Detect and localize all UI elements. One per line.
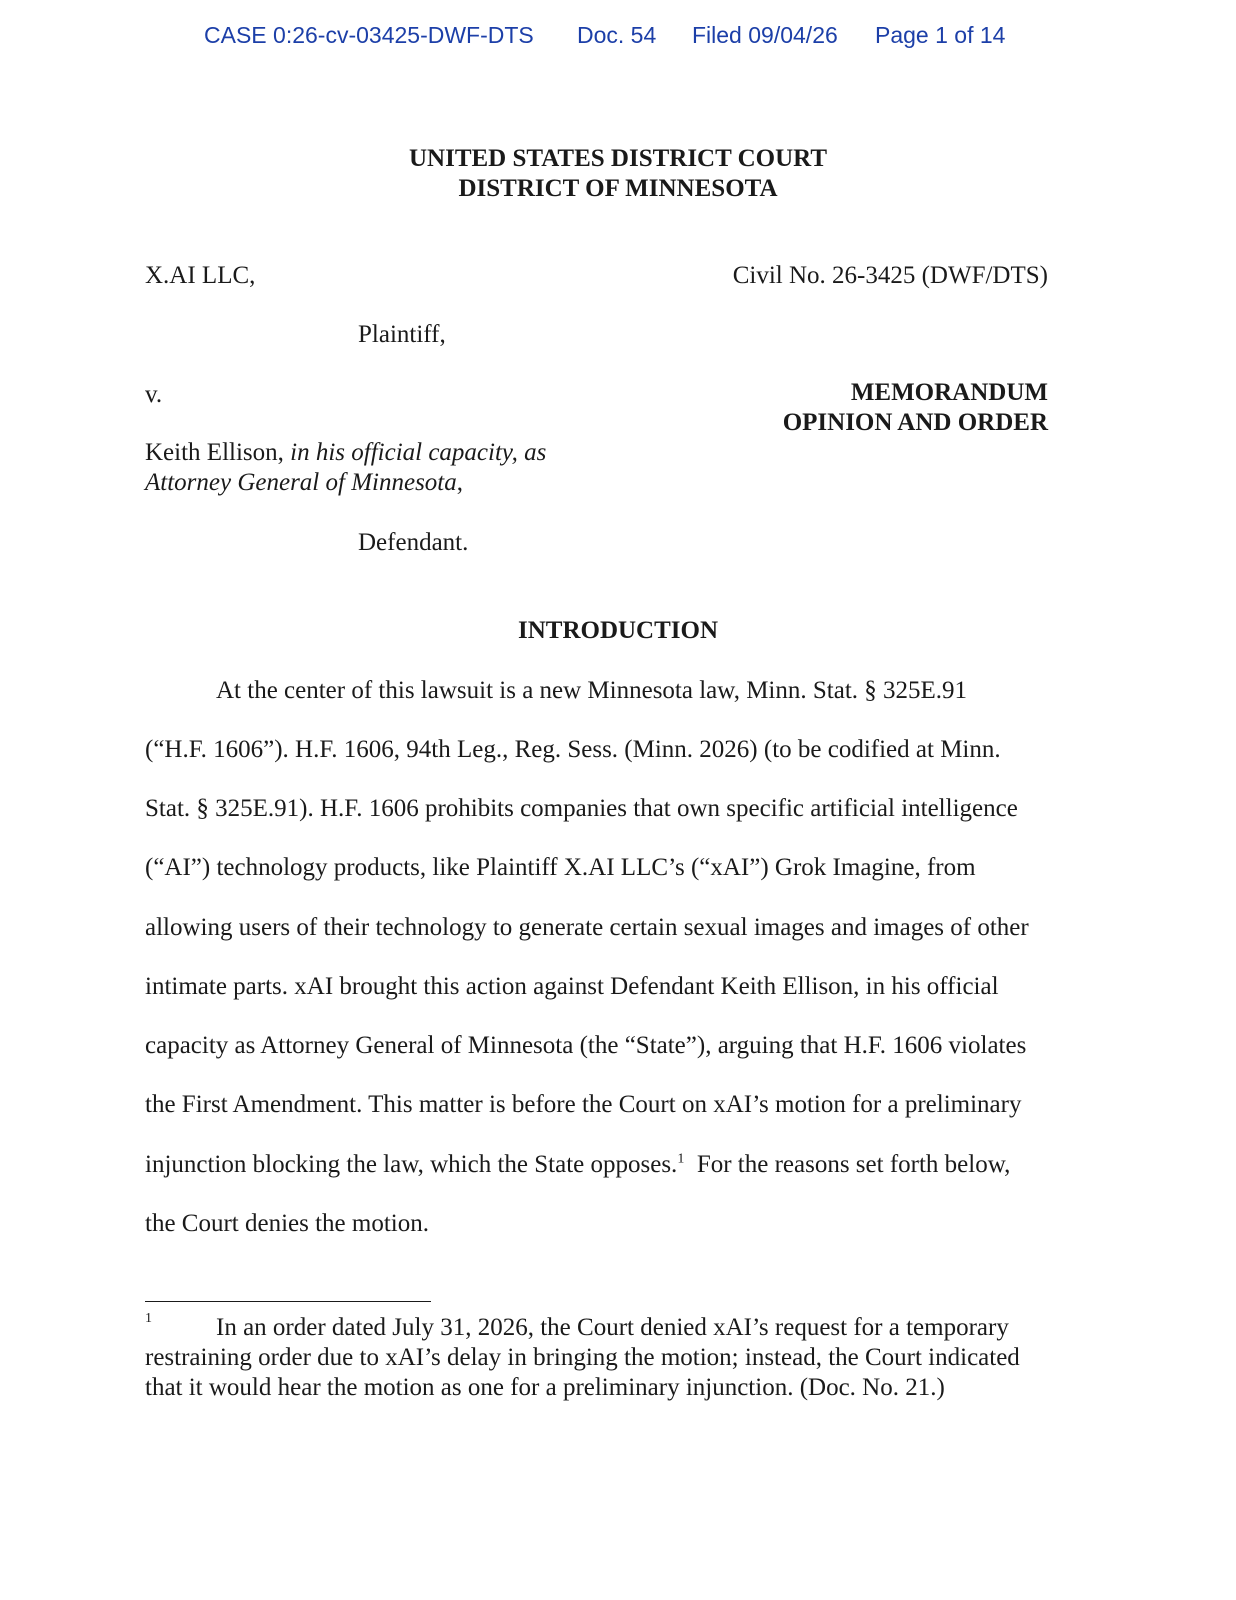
body-line [145,1150,1010,1180]
body-line: Stat. § 325E.91). H.F. 1606 prohibits companies that own specific artificial intelligence [145,795,1018,822]
header-case-number: CASE 0:26-cv-03425-DWF-DTS [204,22,534,48]
plaintiff-name: X.AI LLC, [145,262,256,289]
body-line: intimate parts. xAI brought this action against Defendant Keith Ellison, in his official [145,973,999,1000]
defendant-name: Keith Ellison, [145,439,284,466]
defendant-office: Attorney General of Minnesota [145,469,457,496]
document-title [783,378,1048,438]
body-line: (“AI”) technology products, like Plaintiff X.AI LLC’s (“xAI”) Grok Imagine, from [145,854,976,881]
footnote-divider [145,1301,431,1302]
body-line: At the center of this lawsuit is a new Minnesota law, Minn. Stat. § 325E.91 [216,677,968,704]
court-name: UNITED STATES DISTRICT COURT [409,145,827,172]
document-title-line1: MEMORANDUM [850,379,1048,406]
footnote-line: that it would hear the motion as one for a preliminary injunction. (Doc. No. 21.) [145,1374,945,1401]
footnote-line: restraining order due to xAI’s delay in bringing the motion; instead, the Court indicated [145,1344,1020,1371]
court-district: DISTRICT OF MINNESOTA [458,175,778,202]
section-heading: INTRODUCTION [517,617,719,644]
body-line: the Court denies the motion. [145,1210,429,1237]
document-title-line2: OPINION AND ORDER [782,409,1048,436]
defendant-role: Defendant. [358,529,469,556]
body-text: For the reasons set forth below, [684,1151,1011,1178]
ecf-header [0,22,1236,52]
body-line: the First Amendment. This matter is before the Court on xAI’s motion for a preliminary [145,1091,1022,1118]
footnote-reference: 1 [677,1151,685,1167]
footnote-line: In an order dated July 31, 2026, the Court denied xAI’s request for a temporary [216,1314,1009,1341]
body-line: allowing users of their technology to generate certain sexual images and images of other [145,914,1029,941]
body-text: injunction blocking the law, which the State opposes. [145,1151,678,1178]
footnote-number: 1 [145,1311,152,1326]
court-title [0,144,1236,204]
header-filed-date: Filed 09/04/26 [692,22,838,48]
civil-number: Civil No. 26-3425 (DWF/DTS) [732,262,1048,289]
body-line: capacity as Attorney General of Minnesota (the “State”), arguing that H.F. 1606 violates [145,1032,1027,1059]
defendant-comma: , [456,469,463,496]
versus: v. [145,381,163,408]
defendant-block [145,438,546,498]
defendant-capacity: in his official capacity, as [290,439,547,466]
header-doc-number: Doc. 54 [577,22,657,48]
body-line: (“H.F. 1606”). H.F. 1606, 94th Leg., Reg. Sess. (Minn. 2026) (to be codified at Minn. [145,736,1001,763]
plaintiff-role: Plaintiff, [358,321,446,348]
header-page-count: Page 1 of 14 [875,22,1006,48]
